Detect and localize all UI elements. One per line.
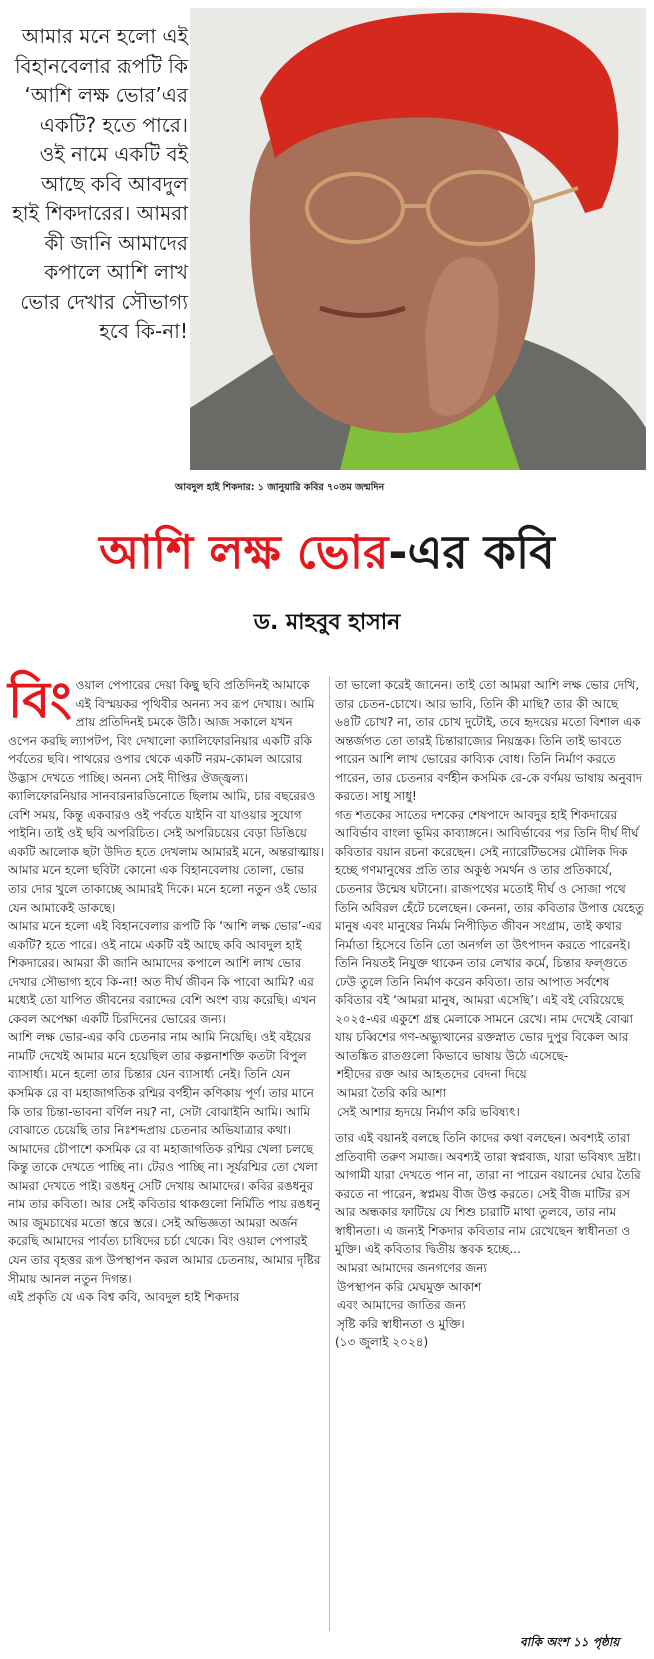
paragraph: আশি লক্ষ ভোর-এর কবি চেতনার নাম আমি নিয়েছি। ওই বইয়ের নামটি দেখেই আমার মনে হয়েছিল তার কল্পনাশক্তি কতটা বিপুল ব্যাসার্ধ্য। মনে হলো তার চিন্তার যেন ব্যাসার্ধ্য নেই। তিনি যেন কসমিক রে বা মহাজাগতিক রশ্মির বর্ণহীন কণিকায় পূর্ণ। তার মানে কি তার চিন্তা-ভাবনা বর্ণিল নয়? না, সেটা বোঝাইনি আমি। আমি বোঝাতে চেয়েছি তার নিঃশব্দপ্রায় চেতনার অভিযাত্রার কথা। আমাদের চৌপাশে কসমিক রে বা মহাজাগতিক রশ্মির খেলা চলছে কিন্তু তাকে দেখতে পাচ্ছি না। টের‌ও পাচ্ছি না। সূর্যরশ্মির তো খেলা আমরা দেখতে পাই। রঙধনু সেটি দেখায় আমাদের। কবির রঙধনুর নাম তার কবিতা। আর সেই কবিতার থাকগুলো নির্মিতি পায় রঙধনু আর জুমচাষের মতো স্তরে স্তরে। সেই অভিজ্ঞতা আমরা অর্জন করেছি আমাদের পার্বত্য চাষিদের চর্চা থেকে। বিং ওয়াল পেপারই যেন তার বৃহত্তর রূপ উপস্থাপন করল আমার চেতনায়, আমার দৃষ্টির সীমায় আনল নতুন দিগন্ত।	[8, 1030, 321, 1286]
right-column	[335, 676, 647, 1352]
paragraph: গত শতকের সাতের দশকের শেষপাদে আবদুর হাই শিকদারের আবির্ভাব বাংলা ভূমির কাব্যাঙ্গনে। আবির্ভাবের পর তিনি দীর্ঘ দীর্ঘ কবিতার বয়ান রচনা করেছেন। সেই ন্যারেটিভসের মৌলিক দিক হচ্ছে গণমানুষের প্রতি তার অকুণ্ঠ সমর্থন ও তার প্রতিকার্যে, চেতনার উন্মেষ ঘটানো। রাজপথের মতোই দীর্ঘ ও সোজা পথে তিনি অবিরল হেঁটে চলেছেন। কেননা, তার কবিতার উপাত্ত যেহেতু মানুষ এবং মানুষের নির্মম নিপীড়িত জীবন সংগ্রাম, তাই কথার নির্মাতা হিসেবে তিনি তো অনর্গল তা উৎপাদন করতে পারেনই। তিনি নিয়তই নিযুক্ত থাকেন তার লেখার কর্মে, চিন্তার ফল্গুতে ঢেউ তুলে তিনি নির্মাণ করেন কবিতা। তার আপাত সর্বশেষ কবিতার বই ‘আমরা মানুষ, আমরা এসেছি’। এই বই বেরিয়েছে ২০২৫-এর একুশে গ্রন্থ মেলাকে সামনে রেখে। নাম দেখেই বোঝা যায় চব্বিশের গণ-অভ্যুত্থানের রক্তস্নাত ভোর দুপুর বিকেল আর আতঙ্কিত রাতগুলো কিভাবে ভাষায় উঠে এসেছে-	[335, 807, 644, 1063]
poem-line: এবং আমাদের জাতির জন্য	[337, 1298, 466, 1313]
poem-stanza-2	[335, 1259, 647, 1333]
column-divider	[329, 676, 330, 1631]
paragraph: ওয়াল পেপারের দেয়া কিছু ছবি প্রতিদিনই আমাকে এই বিস্ময়কর পৃথিবীর অনন্য সব রূপ দেখায়। আমি প্রায় প্রতিদিনই চমকে উঠি। আজ সকালে যখন ওপেন করছি ল্যাপটপ, বিং দেখালো ক্যালিফোরনিয়ার একটি রকি পর্বতের ছবি। পাথরের ওপার থেকে একটি নরম-কোমল আরোর উদ্ভাস দেখতে পাচ্ছি। অনন্য সেই দীপ্তির ঔজ্জ্বল্য। ক্যালিফোরনিয়ার সানবারনারডিনোতে ছিলাম আমি, চার বছরেরও বেশি সময়, কিন্তু একবারও ওই পর্বতে যাইনি বা যাওয়ার সুযোগ পাইনি। তাই ওই ছবি অপরিচিত। সেই অপরিচয়ের বেড়া ডিঙিয়ে একটি আলোক ছটা উদিত হতে দেখলাম আমারই মনে, অন্তরাত্মায়। আমার মনে হলো ছবিটা কোনো এক বিহানবেলায় তোলা, ভোর তার দোর খুলে তাকাচ্ছে আমারই দিকে। মনে হলো নতুন ওই ভোর যেন আমাকেই ডাকছে।	[8, 678, 324, 915]
poem-line: আমরা আমাদের জনগণের জন্য	[337, 1260, 487, 1275]
poem-line: সৃষ্টি করি স্বাধীনতা ও মুক্তি।	[337, 1316, 465, 1331]
headline	[0, 518, 654, 594]
paragraph: এই প্রকৃতি যে এক বিশ্ব কবি, আবদুল হাই শিকদার	[8, 1290, 240, 1305]
paragraph: আমার মনে হলো এই বিহানবেলার রূপটি কি ‘আশি লক্ষ ভোর’-এর একটি? হতে পারে। ওই নামে একটি বই আছে কবি আবদুল হাই শিকদারের। আমরা কী জানি আমাদের কপালে আশি লাখ ভোর দেখার সৌভাগ্য হবে কি-না! অত দীর্ঘ জীবন কি পাবো আমি? এর মধ্যেই তো যাপিত জীবনের বরাদ্দের বেশি অংশ ব্যয় করেছি। এখন কেবল অপেক্ষা একটি চিরদিনের ভোরের জন্য।	[8, 919, 322, 1026]
poem-line: সেই আশার হৃদয়ে নির্মাণ করি ভবিষ্যৎ।	[337, 1104, 520, 1119]
headline-red: আশি লক্ষ ভোর	[99, 525, 389, 579]
author-photo	[190, 8, 646, 470]
poem-line: শহীদের রক্ত আর আহতদের বেদনা দিয়ে	[337, 1067, 527, 1082]
continued-note[interactable]: বাকি অংশ ১১ পৃষ্ঠায়	[520, 1635, 620, 1649]
left-column	[8, 671, 325, 1307]
pull-quote: আমার মনে হলো এই বিহানবেলার রূপটি কি ‘আশি লক্ষ ভোর’এর একটি? হতে পারে। ওই নামে একটি বই আছে কবি আবদুল হাই শিকদারের। আমরা কী জানি আমাদের কপালে আশি লাখ ভোর দেখার সৌভাগ্য হবে কি-না!	[12, 24, 188, 343]
paragraph: তার এই বয়ানই বলছে তিনি কাদের কথা বলছেন। অবশ্যই তারা প্রতিবাদী তরুণ সমাজ। অবশ্যই তারা স্বপ্নবাজ, যারা ভবিষ্যৎ দ্রষ্টা। আগামী যারা দেখতে পান না, তারা না পারেন বয়ানের ঘোর তৈরি করতে না পারেন, স্বপ্নময় বীজ উপ্ত করতে। সেই বীজ মাটির রস আর অন্ধকার ফাটিয়ে যে শিশু চারাটি মাথা তুলবে, তার নাম স্বাধীনতা। এ জন্যই শিকদার কবিতার নাম রেখেছেন স্বাধীনতা ও মুক্তি। এই কবিতার দ্বিতীয় স্তবক হচ্ছে...	[335, 1131, 641, 1257]
poem-stanza-1	[335, 1065, 647, 1121]
poem-line: উপস্থাপন করি মেঘমুক্ত আকাশ	[337, 1279, 482, 1294]
drop-cap: বিং	[8, 671, 72, 729]
paragraph: তা ভালো করেই জানেন। তাই তো আমরা আশি লক্ষ ভোর দেখি, তার চেতন-চোখে। আর ভাবি, তিনি কী মাছি? তার কী আছে ৬৪টি চোখ? না, তার চোখ দুটোই, তবে হৃদয়ের মতো বিশাল এক অন্তর্জগত তো তারই চিন্তারাজ্যের নিয়ন্ত্রক। তিনি তাই ভাবতে পারেন আশি লাখ ভোরের কাব্যিক বোধ। তিনি নির্মাণ করতে পারেন, তার চেতনার বর্ণহীন কসমিক রে-কে বর্ণময় ভাষায় অনুবাদ করতে। সাধু সাধু!	[335, 678, 643, 804]
article-date: (১৩ জুলাই ২০২৪)	[335, 1335, 429, 1350]
poem-line: আমরা তৈরি করি আশা	[337, 1086, 447, 1101]
headline-black: -এর কবি	[388, 525, 555, 579]
byline: ড. মাহবুব হাসান	[253, 610, 401, 635]
photo-caption: আবদুল হাই শিকদার: ১ জানুয়ারি কবির ৭০তম জন্মদিন	[175, 482, 385, 493]
